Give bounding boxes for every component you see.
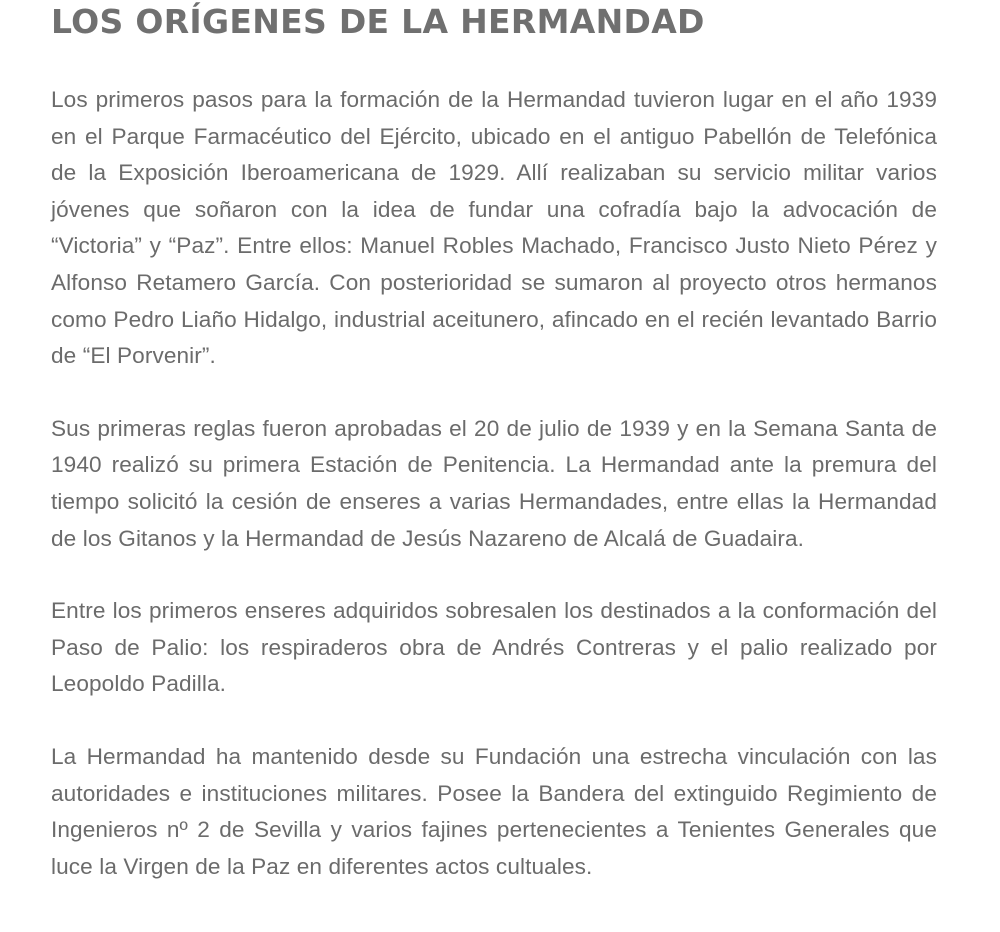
article-paragraph-4: La Hermandad ha mantenido desde su Fundación una estrecha vinculación con las autoridades e instituciones militares. Posee la Bandera del extinguido Regimiento de Ingenieros nº 2 de Sevilla y varios fajines pertenecientes a Tenientes Generales que luce la Virgen de la Paz en diferentes actos cultuales. bbox=[51, 743, 937, 879]
article-paragraph-1: Los primeros pasos para la formación de la Hermandad tuvieron lugar en el año 1939 en el Parque Farmacéutico del Ejército, ubicado en el antiguo Pabellón de Telefónica de la Exposición Iberoamericana de 1929. Allí realizaban su servicio militar varios jóvenes que soñaron con la idea de fundar una cofradía bajo la advocación de “Victoria” y “Paz”. Entre ellos: Manuel Robles Machado, Francisco Justo Nieto Pérez y Alfonso Retamero García. Con posterioridad se sumaron al proyecto otros hermanos como Pedro Liaño Hidalgo, industrial aceitunero, afincado en el recién levantado Barrio de “El Porvenir”. bbox=[51, 87, 937, 369]
article-title: LOS ORÍGENES DE LA HERMANDAD bbox=[51, 2, 705, 41]
article-paragraph-2: Sus primeras reglas fueron aprobadas el 20 de julio de 1939 y en la Semana Santa de 1940 realizó su primera Estación de Penitencia. La Hermandad ante la premura del tiempo solicitó la cesión de enseres a varias Hermandades, entre ellas la Hermandad de los Gitanos y la Hermandad de Jesús Nazareno de Alcalá de Guadaira. bbox=[51, 415, 937, 551]
article-paragraph-3: Entre los primeros enseres adquiridos sobresalen los destinados a la conformación del Paso de Palio: los respiraderos obra de Andrés Contreras y el palio realizado por Leopoldo Padilla. bbox=[51, 598, 937, 697]
article bbox=[51, 0, 937, 885]
